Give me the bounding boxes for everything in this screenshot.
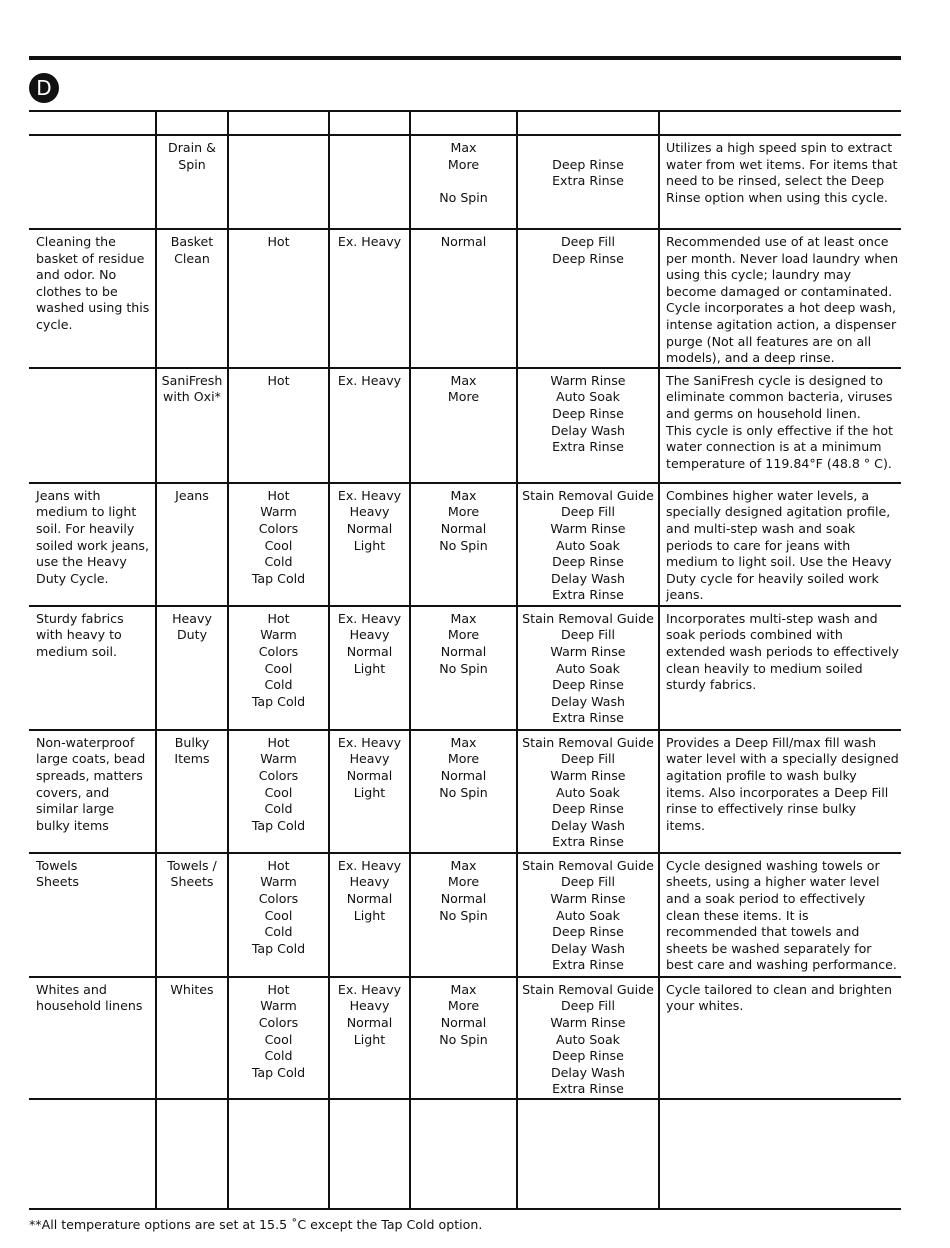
options-cell: Warm Rinse Auto Soak Deep Rinse Delay Wash Extra Rinse [517,368,659,483]
wash-temp-cell: Hot [228,229,329,368]
wash-temp-cell [228,111,329,135]
spin-speed-cell: Max More Normal No Spin [410,977,517,1099]
soil-level-cell: Ex. Heavy Heavy Normal Light [329,853,410,977]
spin-speed-cell: Max More No Spin [410,135,517,229]
description-cell: Cycle designed washing towels or sheets, using a higher water level and a soak period to effectively clean these items. It is recommended that towels and sheets be washed separately for best care and washing performance. [659,853,901,977]
soil-type-cell: Sturdy fabrics with heavy to medium soil. [29,606,156,730]
cycle-name-cell: Drain & Spin [156,135,228,229]
section-badge: D [29,73,59,103]
table-row [29,977,901,1099]
soil-type-cell: Cleaning the basket of residue and odor. No clothes to be washed using this cycle. [29,229,156,368]
description-cell: Provides a Deep Fill/max fill wash water level with a specially designed agitation profile to wash bulky items. Also incorporates a Deep Fill rinse to effectively rinse bulky items. [659,730,901,853]
table-row [29,229,901,368]
soil-level-cell: Ex. Heavy Heavy Normal Light [329,606,410,730]
description-cell: The SaniFresh cycle is designed to eliminate common bacteria, viruses and germs on household linen. This cycle is only effective if the hot water connection is at a minimum temperature of 119.84°F (48.8 ° C). [659,368,901,483]
spin-speed-cell: Max More [410,368,517,483]
soil-type-cell [29,368,156,483]
wash-temp-cell [228,135,329,229]
spin-speed-cell: Normal [410,229,517,368]
soil-level-cell [329,135,410,229]
options-cell: Stain Removal Guide Deep Fill Warm Rinse Auto Soak Deep Rinse Delay Wash Extra Rinse [517,730,659,853]
cycle-name-cell: Towels / Sheets [156,853,228,977]
soil-level-cell [329,1099,410,1209]
soil-level-cell: Ex. Heavy [329,368,410,483]
wash-temp-cell: Hot Warm Colors Cool Cold Tap Cold [228,853,329,977]
soil-level-cell: Ex. Heavy [329,229,410,368]
options-cell: Stain Removal Guide Deep Fill Warm Rinse Auto Soak Deep Rinse Delay Wash Extra Rinse [517,977,659,1099]
cycle-name-cell: Basket Clean [156,229,228,368]
wash-temp-cell: Hot Warm Colors Cool Cold Tap Cold [228,483,329,606]
options-cell: Stain Removal Guide Deep Fill Warm Rinse Auto Soak Deep Rinse Delay Wash Extra Rinse [517,853,659,977]
soil-type-cell: Towels Sheets [29,853,156,977]
soil-level-cell: Ex. Heavy Heavy Normal Light [329,977,410,1099]
soil-type-cell [29,1099,156,1209]
wash-temp-cell: Hot Warm Colors Cool Cold Tap Cold [228,606,329,730]
soil-type-cell: Jeans with medium to light soil. For heavily soiled work jeans, use the Heavy Duty Cycle. [29,483,156,606]
cycle-name-cell: Bulky Items [156,730,228,853]
description-cell: Utilizes a high speed spin to extract water from wet items. For items that need to be rinsed, select the Deep Rinse option when using this cycle. [659,135,901,229]
table-row [29,111,901,135]
soil-level-cell: Ex. Heavy Heavy Normal Light [329,483,410,606]
description-cell [659,1099,901,1209]
soil-type-cell [29,111,156,135]
soil-type-cell [29,135,156,229]
cycle-name-cell [156,111,228,135]
top-rule [29,56,901,60]
wash-temp-cell: Hot Warm Colors Cool Cold Tap Cold [228,977,329,1099]
spin-speed-cell: Max More Normal No Spin [410,606,517,730]
cycle-name-cell: Whites [156,977,228,1099]
table-row [29,853,901,977]
options-cell: Deep Rinse Extra Rinse [517,135,659,229]
description-cell: Combines higher water levels, a specially designed agitation profile, and multi-step wash and soak periods to care for jeans with medium to light soil. Use the Heavy Duty cycle for heavily soiled work jeans. [659,483,901,606]
options-cell: Deep Fill Deep Rinse [517,229,659,368]
spin-speed-cell [410,111,517,135]
wash-temp-cell: Hot [228,368,329,483]
soil-level-cell [329,111,410,135]
spin-speed-cell: Max More Normal No Spin [410,853,517,977]
cycle-name-cell [156,1099,228,1209]
footnote: **All temperature options are set at 15.5 ˚C except the Tap Cold option. [29,1217,483,1232]
options-cell [517,111,659,135]
options-cell: Stain Removal Guide Deep Fill Warm Rinse Auto Soak Deep Rinse Delay Wash Extra Rinse [517,606,659,730]
description-cell: Cycle tailored to clean and brighten your whites. [659,977,901,1099]
table-row [29,606,901,730]
description-cell [659,111,901,135]
wash-temp-cell: Hot Warm Colors Cool Cold Tap Cold [228,730,329,853]
options-cell [517,1099,659,1209]
description-cell: Incorporates multi-step wash and soak periods combined with extended wash periods to effectively clean heavily to medium soiled sturdy fabrics. [659,606,901,730]
table-row [29,1099,901,1209]
wash-temp-cell [228,1099,329,1209]
soil-level-cell: Ex. Heavy Heavy Normal Light [329,730,410,853]
spin-speed-cell: Max More Normal No Spin [410,483,517,606]
spin-speed-cell: Max More Normal No Spin [410,730,517,853]
soil-type-cell: Whites and household linens [29,977,156,1099]
soil-type-cell: Non-waterproof large coats, bead spreads, matters covers, and similar large bulky items [29,730,156,853]
table-row [29,368,901,483]
description-cell: Recommended use of at least once per month. Never load laundry when using this cycle; laundry may become damaged or contaminated. Cycle incorporates a hot deep wash, intense agitation action, a dispenser purge (Not all features are on all models), and a deep rinse. [659,229,901,368]
wash-cycle-table [29,110,901,1210]
cycle-name-cell: Jeans [156,483,228,606]
options-cell: Stain Removal Guide Deep Fill Warm Rinse Auto Soak Deep Rinse Delay Wash Extra Rinse [517,483,659,606]
cycle-name-cell: SaniFresh with Oxi* [156,368,228,483]
cycle-name-cell: Heavy Duty [156,606,228,730]
spin-speed-cell [410,1099,517,1209]
table-row [29,483,901,606]
table-row [29,135,901,229]
table-row [29,730,901,853]
